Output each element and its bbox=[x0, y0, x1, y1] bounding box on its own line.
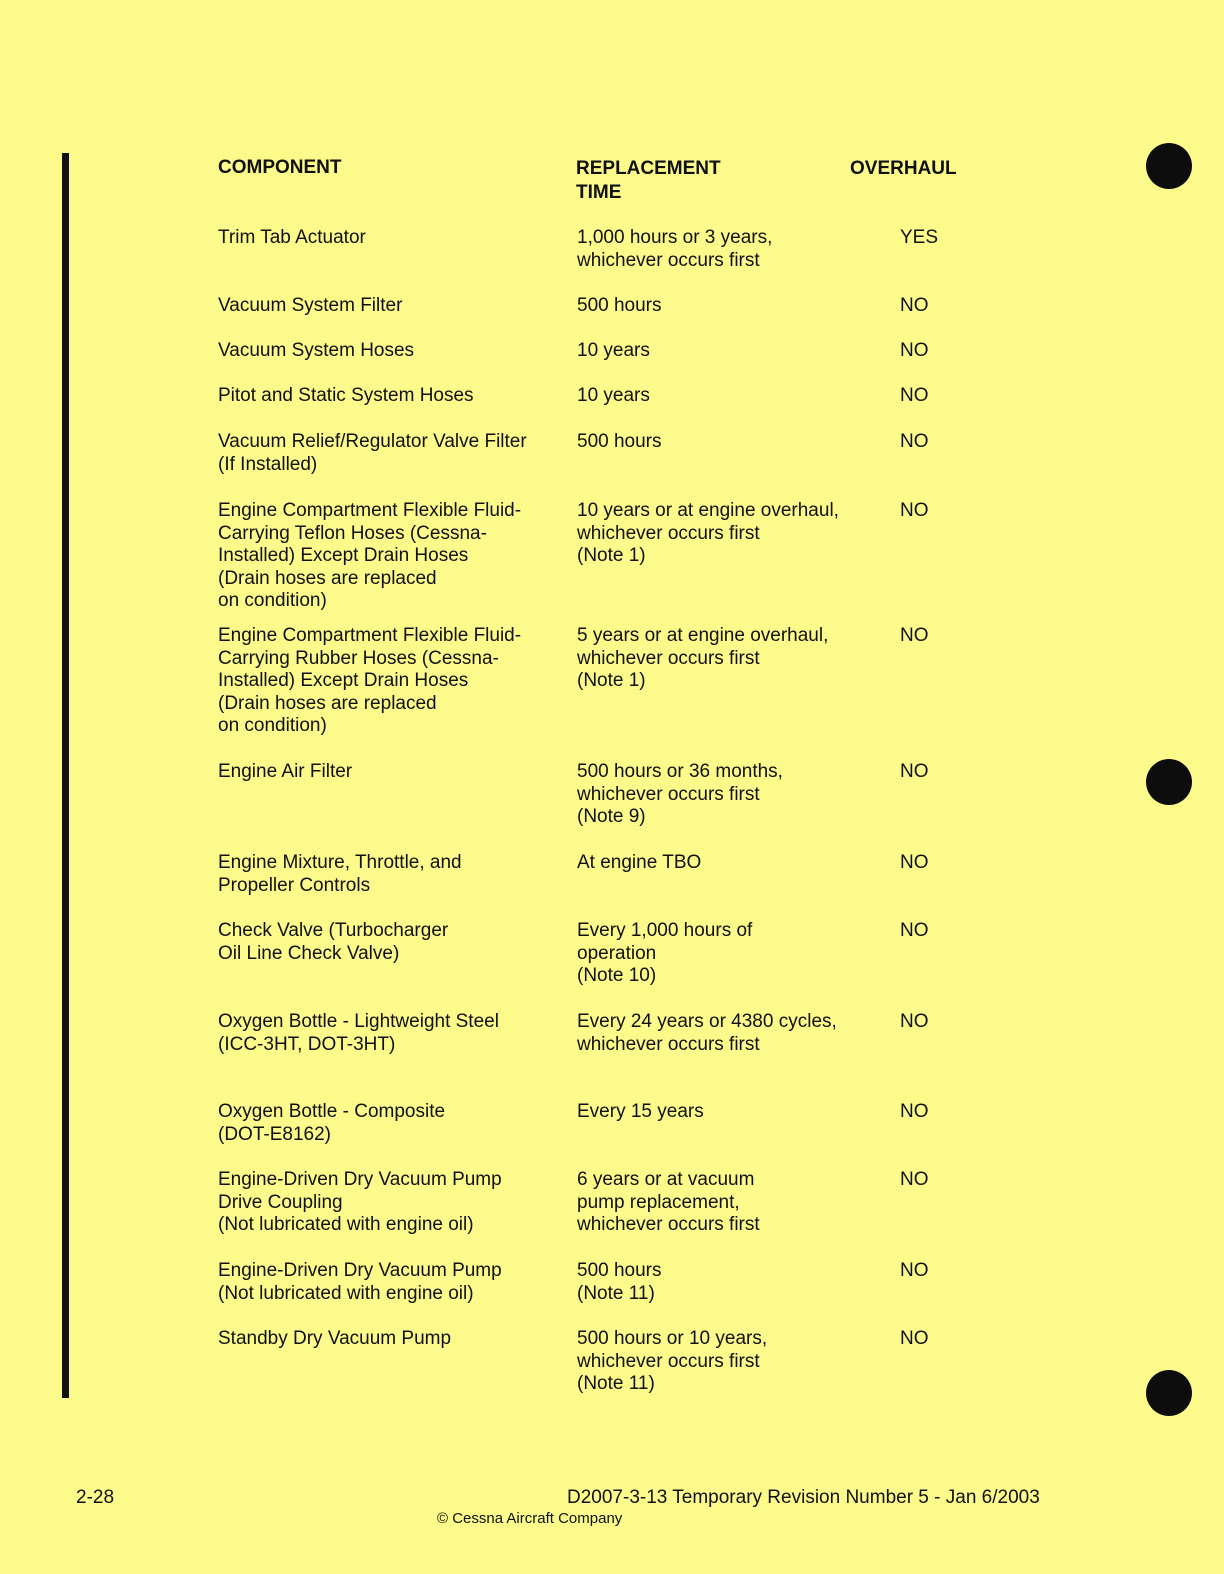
overhaul-cell: NO bbox=[900, 1011, 929, 1032]
component-cell: Vacuum System Hoses bbox=[218, 340, 415, 361]
replacement-time-cell: At engine TBO bbox=[577, 852, 702, 873]
overhaul-cell: NO bbox=[900, 852, 929, 873]
component-cell: Oxygen Bottle - Composite (DOT-E8162) bbox=[218, 1101, 446, 1145]
overhaul-cell: NO bbox=[900, 340, 929, 361]
overhaul-cell: NO bbox=[900, 761, 929, 782]
replacement-time-cell: 500 hours (Note 11) bbox=[577, 1260, 662, 1304]
overhaul-cell: NO bbox=[900, 1260, 929, 1281]
overhaul-cell: NO bbox=[900, 385, 929, 406]
column-header-replacement-time: REPLACEMENT TIME bbox=[576, 158, 721, 203]
revision-line: D2007-3-13 Temporary Revision Number 5 - Jan 6/2003 bbox=[567, 1487, 1040, 1508]
replacement-time-cell: 500 hours or 10 years, whichever occurs first (Note 11) bbox=[577, 1328, 768, 1394]
component-cell: Engine Mixture, Throttle, and Propeller Controls bbox=[218, 852, 462, 896]
component-cell: Engine Compartment Flexible Fluid- Carrying Rubber Hoses (Cessna- Installed) Except Drain Hoses (Drain hoses are replaced on condition) bbox=[218, 625, 522, 736]
overhaul-cell: NO bbox=[900, 295, 929, 316]
component-cell: Engine-Driven Dry Vacuum Pump Drive Coupling (Not lubricated with engine oil) bbox=[218, 1169, 502, 1235]
column-header-component: COMPONENT bbox=[218, 157, 342, 178]
page-number: 2-28 bbox=[76, 1487, 115, 1508]
component-cell: Vacuum System Filter bbox=[218, 295, 403, 316]
overhaul-cell: NO bbox=[900, 431, 929, 452]
component-cell: Trim Tab Actuator bbox=[218, 227, 366, 248]
replacement-time-cell: 500 hours bbox=[577, 431, 662, 452]
replacement-time-cell: Every 15 years bbox=[577, 1101, 704, 1122]
replacement-time-cell: 10 years bbox=[577, 340, 650, 361]
component-cell: Engine Air Filter bbox=[218, 761, 353, 782]
overhaul-cell: NO bbox=[900, 1169, 929, 1190]
overhaul-cell: YES bbox=[900, 227, 939, 248]
component-cell: Engine-Driven Dry Vacuum Pump (Not lubricated with engine oil) bbox=[218, 1260, 502, 1304]
replacement-time-cell: 500 hours bbox=[577, 295, 662, 316]
replacement-time-cell: Every 1,000 hours of operation (Note 10) bbox=[577, 920, 753, 986]
replacement-time-cell: 5 years or at engine overhaul, whichever occurs first (Note 1) bbox=[577, 625, 829, 691]
component-cell: Vacuum Relief/Regulator Valve Filter (If Installed) bbox=[218, 431, 527, 475]
revision-change-bar bbox=[62, 153, 69, 1398]
column-header-overhaul: OVERHAUL bbox=[850, 158, 957, 179]
replacement-time-cell: 500 hours or 36 months, whichever occurs first (Note 9) bbox=[577, 761, 783, 827]
replacement-time-cell: 6 years or at vacuum pump replacement, whichever occurs first bbox=[577, 1169, 760, 1235]
overhaul-cell: NO bbox=[900, 920, 929, 941]
overhaul-cell: NO bbox=[900, 625, 929, 646]
component-cell: Engine Compartment Flexible Fluid- Carrying Teflon Hoses (Cessna- Installed) Except Drain Hoses (Drain hoses are replaced on condition) bbox=[218, 500, 522, 611]
copyright-line: © Cessna Aircraft Company bbox=[437, 1510, 623, 1527]
replacement-time-cell: 10 years or at engine overhaul, whichever occurs first (Note 1) bbox=[577, 500, 839, 566]
overhaul-cell: NO bbox=[900, 1328, 929, 1349]
replacement-time-cell: 10 years bbox=[577, 385, 650, 406]
binder-hole-bottom bbox=[1146, 1370, 1192, 1416]
component-cell: Standby Dry Vacuum Pump bbox=[218, 1328, 452, 1349]
replacement-time-cell: Every 24 years or 4380 cycles, whichever occurs first bbox=[577, 1011, 837, 1055]
component-cell: Pitot and Static System Hoses bbox=[218, 385, 474, 406]
overhaul-cell: NO bbox=[900, 1101, 929, 1122]
component-cell: Oxygen Bottle - Lightweight Steel (ICC-3HT, DOT-3HT) bbox=[218, 1011, 499, 1055]
replacement-time-cell: 1,000 hours or 3 years, whichever occurs first bbox=[577, 227, 773, 271]
binder-hole-middle bbox=[1146, 759, 1192, 805]
binder-hole-top bbox=[1146, 143, 1192, 189]
overhaul-cell: NO bbox=[900, 500, 929, 521]
component-cell: Check Valve (Turbocharger Oil Line Check Valve) bbox=[218, 920, 449, 964]
